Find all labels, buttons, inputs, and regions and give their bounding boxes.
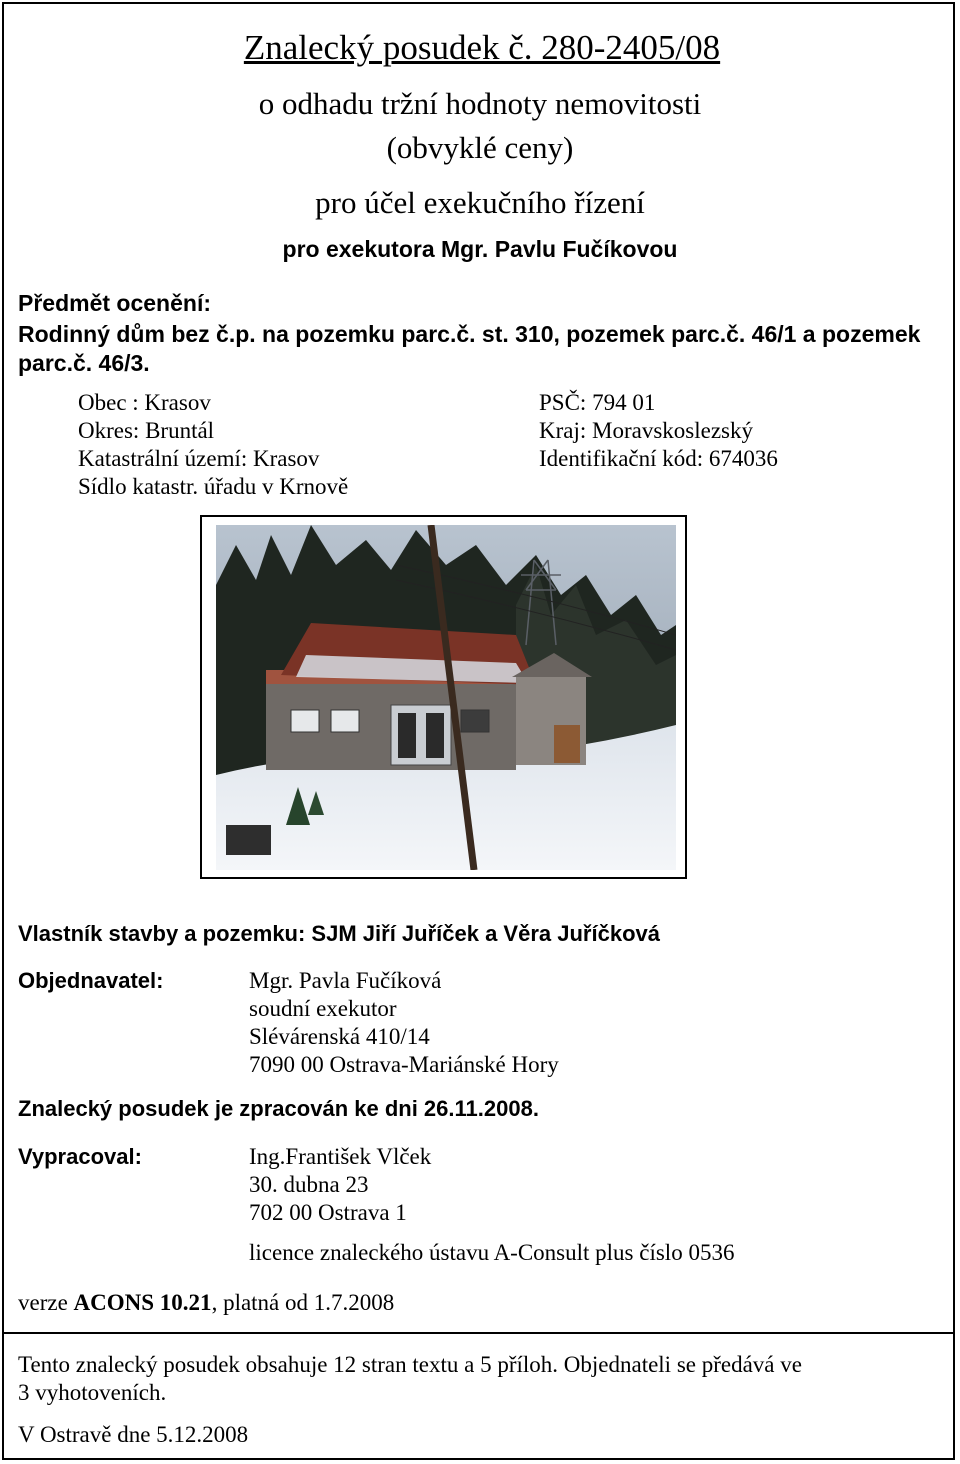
title-line-3: pro účel exekučního řízení [315, 185, 645, 220]
date-note: Znalecký posudek je zpracován ke dni 26.11.2008. [18, 1096, 539, 1121]
location-okres: Okres: Bruntál [78, 418, 215, 443]
footer-text-2: 3 vyhotoveních. [18, 1380, 167, 1405]
author-licence: licence znaleckého ústavu A-Consult plus číslo 0536 [249, 1240, 735, 1265]
version-name: ACONS 10.21 [73, 1290, 212, 1315]
location-kraj: Kraj: Moravskoslezský [539, 418, 753, 443]
footer-text-1: Tento znalecký posudek obsahuje 12 stran textu a 5 příloh. Objednateli se předává ve [18, 1352, 802, 1377]
client-line-2: soudní exekutor [249, 996, 397, 1021]
subject-text-1: Rodinný dům bez č.p. na pozemku parc.č. st. 310, pozemek parc.č. 46/1 a pozemek [18, 321, 921, 347]
subject-label: Předmět ocenění: [18, 290, 211, 316]
version-prefix: verze [18, 1290, 74, 1315]
author-label: Vypracoval: [18, 1144, 142, 1169]
document-title: Znalecký posudek č. 280-2405/08 [243, 28, 721, 67]
location-sidlo: Sídlo katastr. úřadu v Krnově [78, 474, 349, 499]
location-psc: PSČ: 794 01 [539, 390, 656, 415]
footer-place-date: V Ostravě dne 5.12.2008 [18, 1422, 249, 1447]
client-line-1: Mgr. Pavla Fučíková [249, 968, 442, 993]
location-kod: Identifikační kód: 674036 [539, 446, 778, 471]
location-ku: Katastrální území: Krasov [78, 446, 320, 471]
author-line-2: 30. dubna 23 [249, 1172, 369, 1197]
version-suffix: , platná od 1.7.2008 [211, 1290, 395, 1315]
client-label: Objednavatel: [18, 968, 164, 993]
subject-text-2: parc.č. 46/3. [18, 350, 150, 376]
house-photo [216, 525, 676, 870]
author-line-3: 702 00 Ostrava 1 [249, 1200, 407, 1225]
footer-divider [4, 1332, 953, 1334]
title-line-4: pro exekutora Mgr. Pavlu Fučíkovou [282, 236, 678, 262]
title-line-2: (obvyklé ceny) [386, 130, 574, 165]
title-line-1: o odhadu tržní hodnoty nemovitosti [258, 86, 702, 121]
author-line-1: Ing.František Vlček [249, 1144, 432, 1169]
location-obec: Obec : Krasov [78, 390, 211, 415]
client-line-4: 7090 00 Ostrava-Mariánské Hory [249, 1052, 559, 1077]
owner-line: Vlastník stavby a pozemku: SJM Jiří Juříček a Věra Juříčková [18, 921, 660, 946]
client-line-3: Slévárenská 410/14 [249, 1024, 430, 1049]
version-line [18, 1290, 394, 1316]
